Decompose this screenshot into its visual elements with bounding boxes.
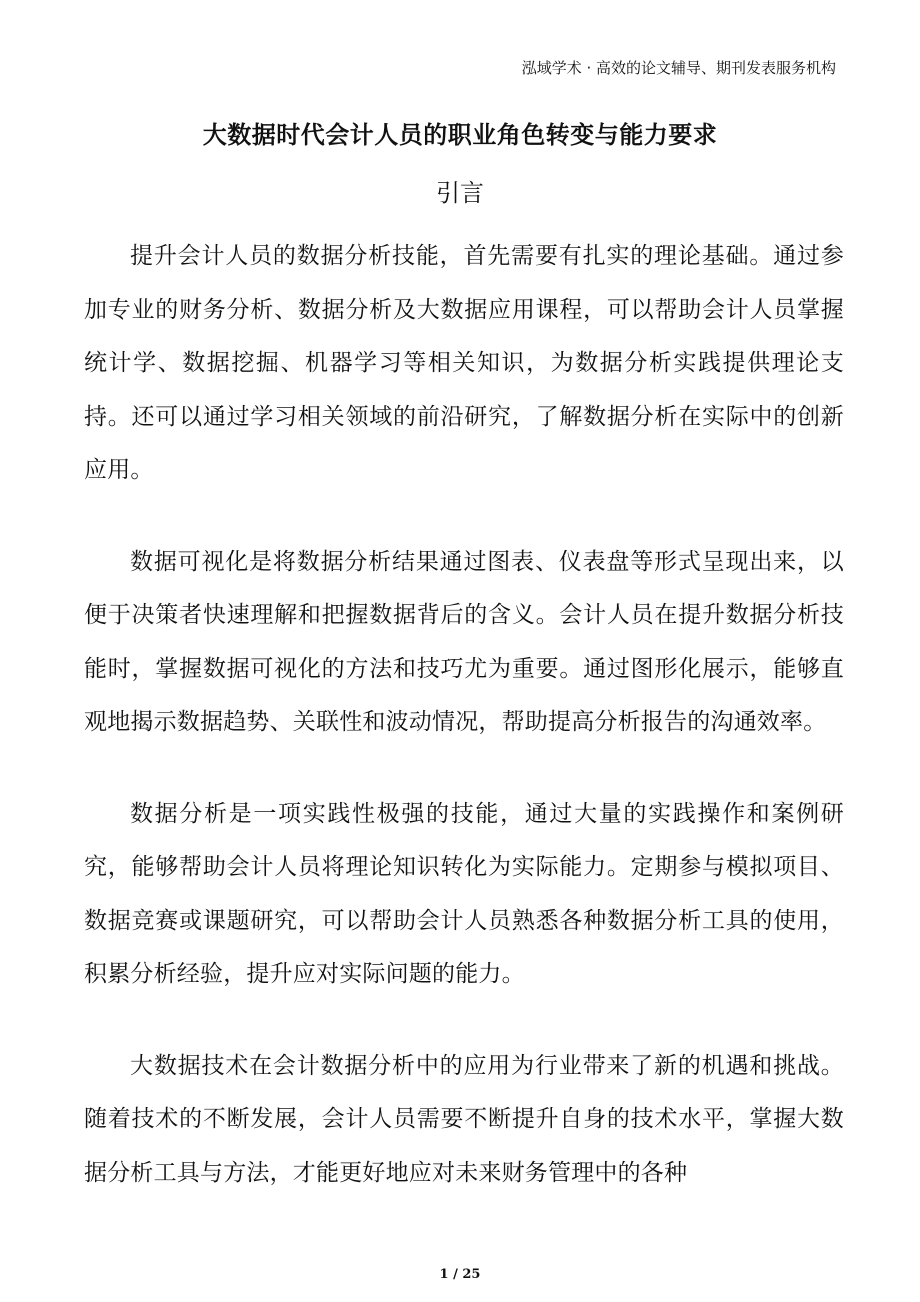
- body-paragraph-4: 大数据技术在会计数据分析中的应用为行业带来了新的机遇和挑战。随着技术的不断发展，会计人员需要不断提升自身的技术水平，掌握大数据分析工具与方法，才能更好地应对未来财务管理中的各种: [84, 1052, 844, 1186]
- document-body: [84, 230, 844, 1238]
- section-heading: 引言: [436, 179, 484, 207]
- document-title: 大数据时代会计人员的职业角色转变与能力要求: [202, 121, 718, 149]
- body-paragraph-3: 数据分析是一项实践性极强的技能，通过大量的实践操作和案例研究，能够帮助会计人员将理论知识转化为实际能力。定期参与模拟项目、数据竞赛或课题研究，可以帮助会计人员熟悉各种数据分析工具的使用，积累分析经验，提升应对实际问题的能力。: [84, 800, 844, 987]
- page-header: 泓域学术 · 高效的论文辅导、期刊发表服务机构: [521, 59, 836, 77]
- body-paragraph-2: 数据可视化是将数据分析结果通过图表、仪表盘等形式呈现出来，以便于决策者快速理解和把握数据背后的含义。会计人员在提升数据分析技能时，掌握数据可视化的方法和技巧尤为重要。通过图形化展示，能够直观地揭示数据趋势、关联性和波动情况，帮助提高分析报告的沟通效率。: [84, 548, 844, 735]
- page-number: 1 / 25: [439, 1267, 481, 1282]
- body-paragraph-1: 提升会计人员的数据分析技能，首先需要有扎实的理论基础。通过参加专业的财务分析、数据分析及大数据应用课程，可以帮助会计人员掌握统计学、数据挖掘、机器学习等相关知识，为数据分析实践提供理论支持。还可以通过学习相关领域的前沿研究，了解数据分析在实际中的创新应用。: [84, 243, 844, 483]
